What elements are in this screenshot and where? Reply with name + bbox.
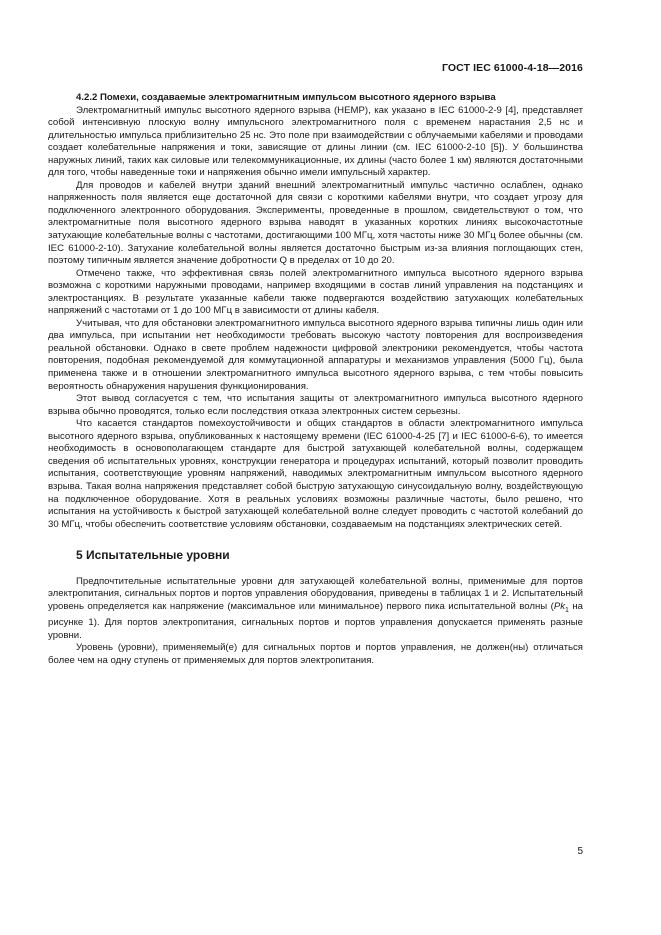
peak-subscript: 1 xyxy=(565,606,569,614)
paragraph: Уровень (уровни), применяемый(е) для сигнальных портов и портов управления, не должен(ны) отличаться более чем на одну ступень от применяемых для портов электропитания. xyxy=(48,642,583,666)
paragraph: Что касается стандартов помехоустойчивости и общих стандартов в области электромагнитного импульса высотного ядерного взрыва, опубликованных к настоящему времени (IEC 61000-4-25 [7] и IEC 61000-6-6), то имеется необходимость в основополагающем стандарте для быстрой затухающей колебательной волны, содержащем сведения об испытательных уровнях, конструкции генератора и процедурах испытаний, который позволит проводить испытания, соответствующие уровням напряжений, наводимых электромагнитным импульсом высотного ядерного взрыва. Такая волна напряжения представляет собой быструю затухающую синусоидальную волну, воздействующую на подключенное оборудование. Хотя в реальных условиях возможны различные частоты, было решено, что испытания на устойчивость к быстрой затухающей колебательной волне следует проводить с частотой колебаний до 30 МГц, чтобы обеспечить соответствие условиям обстановки, создаваемым на подстанциях электрических сетей. xyxy=(48,418,583,530)
paragraph: Этот вывод согласуется с тем, что испытания защиты от электромагнитного импульса высотного ядерного взрыва обычно проводятся, только если последствия отказа электронных систем серьезны. xyxy=(48,393,583,417)
paragraph: Учитывая, что для обстановки электромагнитного импульса высотного ядерного взрыва типичны лишь один или два импульса, при испытании нет необходимости требовать высокую частоту повторения для воспроизведения реальной обстановки. Однако в свете проблем надежности цифровой электроники рекомендуется, чтобы частота повторения, подобная рекомендуемой для коммутационной аппаратуры и механизмов управления (5000 Гц), была применена также и в отношении электромагнитного импульса высотного ядерного взрыва, с тем чтобы повысить вероятность обнаружения нарушения функционирования. xyxy=(48,317,583,392)
paragraph xyxy=(48,576,583,643)
page-number: 5 xyxy=(577,846,583,857)
paragraph: Электромагнитный импульс высотного ядерного взрыва (HEMP), как указано в IEC 61000-2-9 [4], представляет собой интенсивную плоскую волну импульсного электромагнитного поля с временем нарастания 2,5 нс и длительностью импульса приблизительно 25 нс. Это поле при взаимодействии с облучаемыми кабелями и проводами создает колебательные напряжения и токи, зависящие от длины линии (см. IEC 61000-2-10 [5]). У большинства наружных линий, таких как силовые или телекоммуникационные, их длины (часто более 1 км) являются достаточными для того, чтобы наведенные токи и напряжения обычно имели импульсный характер. xyxy=(48,104,583,179)
page-content xyxy=(48,92,583,667)
section-4-2-2-heading: 4.2.2 Помехи, создаваемые электромагнитным импульсом высотного ядерного взрыва xyxy=(76,92,496,103)
paragraph: Для проводов и кабелей внутри зданий внешний электромагнитный импульс частично ослаблен, однако напряженность поля является еще достаточной для связи с короткими кабелями внутри, что создает угрозу для подключенного электронного оборудования. Эксперименты, проведенные в прошлом, свидетельствуют о том, что электромагнитные поля высотного ядерного взрыва наводят в указанных коротких линиях высокочастотные затухающие колебательные волны с частотами, достигающими 100 МГц, хотя частоты ниже 30 МГц более обычны (см. IEC 61000-2-10). Затухание колебательной волны является достаточно быстрым из-за влияния поглощающих стен, поэтому типичным является значение добротности Q в пределах от 10 до 20. xyxy=(48,179,583,267)
peak-symbol: Pk xyxy=(553,600,566,612)
document-code-header: ГОСТ IEC 61000-4-18—2016 xyxy=(441,62,583,74)
paragraph-text: на рисунке 1). Для портов электропитания, сигнальных портов и портов управления допускается применять разные уровни. xyxy=(48,600,583,641)
paragraph-text: Предпочтительные испытательные уровни для затухающей колебательной волны, применимые для портов электропитания, сигнальных портов и портов управления оборудования, приведены в таблицах 1 и 2. Испытательный уровень определяется как напряжение (максимальное или минимальное) первого пика испытательной волны ( xyxy=(48,575,583,612)
section-5-heading: 5 Испытательные уровни xyxy=(76,548,230,563)
paragraph: Отмечено также, что эффективная связь полей электромагнитного импульса высотного ядерного взрыва возможна с короткими наружными проводами, например входящими в состав линий управления на подстанциях и электростанциях. В результате указанные кабели также подвергаются воздействию затухающих колебательных напряжений с частотами от 1 до 100 МГц в зависимости от длины кабеля. xyxy=(48,267,583,317)
